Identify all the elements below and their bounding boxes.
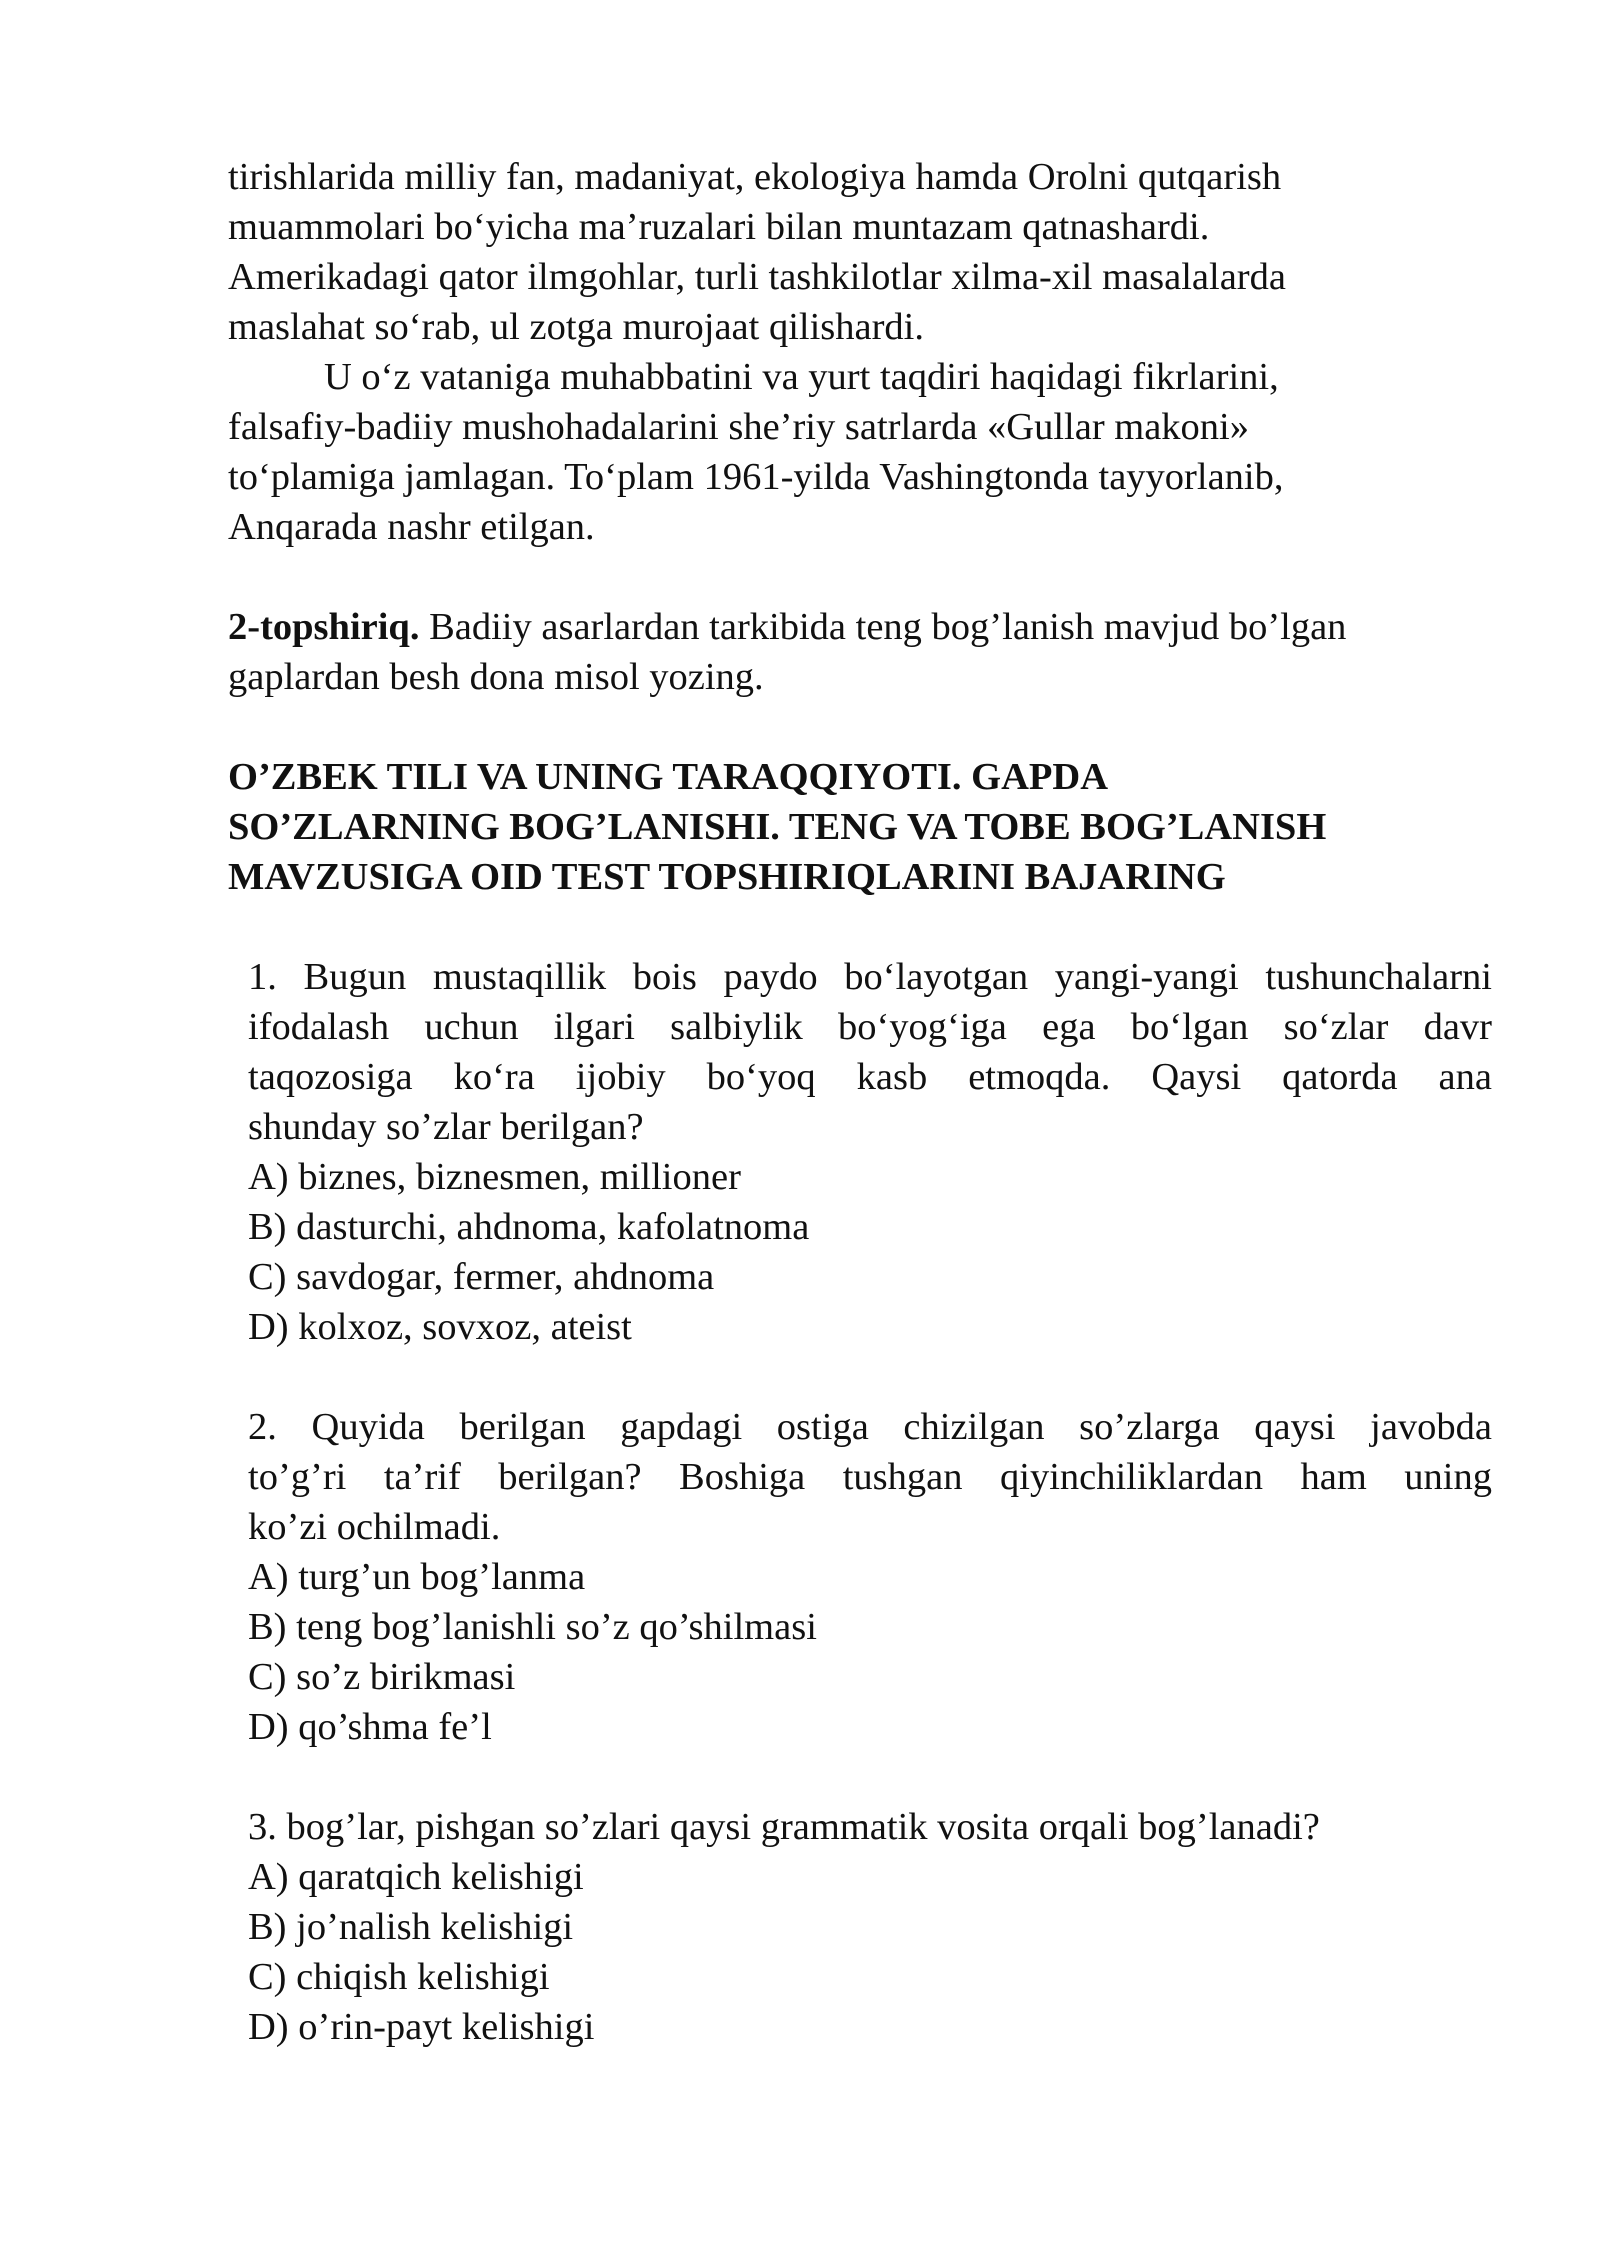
question-1 (248, 952, 1492, 1352)
spacer (248, 1352, 1492, 1402)
answer-option-a: A) turg’un bog’lanma (248, 1556, 586, 1598)
question-text-line: 3. bog’lar, pishgan so’zlari qaysi grammatik vosita orqali bog’lanadi? (248, 1806, 1320, 1848)
question-text-line: taqozosiga ko‘ra ijobiy bo‘yoq kasb etmoqda. Qaysi qatorda ana (248, 1056, 1492, 1098)
section-heading (228, 752, 1492, 902)
text-line: Anqarada nashr etilgan. (228, 506, 595, 548)
question-text-line: shunday so’zlar berilgan? (248, 1106, 644, 1148)
text-line: Amerikadagi qator ilmgohlar, turli tashkilotlar xilma-xil masalalarda (228, 256, 1286, 298)
task-2-label: 2-topshiriq. (228, 606, 420, 648)
spacer (228, 702, 1492, 752)
answer-option-a: A) qaratqich kelishigi (248, 1856, 584, 1898)
heading-line: SO’ZLARNING BOG’LANISHI. TENG VA TOBE BOG’LANISH (228, 806, 1327, 848)
answer-option-a: A) biznes, biznesmen, millioner (248, 1156, 741, 1198)
text-line: muammolari bo‘yicha ma’ruzalari bilan muntazam qatnashardi. (228, 206, 1210, 248)
answer-option-d: D) o’rin-payt kelishigi (248, 2006, 595, 2048)
answer-option-c: C) so’z birikmasi (248, 1656, 516, 1698)
question-text-line: ko’zi ochilmadi. (248, 1506, 501, 1548)
intro-paragraph-2 (228, 352, 1492, 552)
question-text-line: ifodalash uchun ilgari salbiylik bo‘yog‘iga ega bo‘lgan so‘zlar davr (248, 1006, 1492, 1048)
question-2 (248, 1402, 1492, 1752)
spacer (248, 1752, 1492, 1802)
answer-option-b: B) dasturchi, ahdnoma, kafolatnoma (248, 1206, 810, 1248)
spacer (228, 552, 1492, 602)
text-line: to‘plamiga jamlagan. To‘plam 1961-yilda Vashingtonda tayyorlanib, (228, 456, 1284, 498)
task-2-line-1 (228, 602, 1492, 652)
answer-option-d: D) kolxoz, sovxoz, ateist (248, 1306, 632, 1348)
answer-option-c: C) chiqish kelishigi (248, 1956, 550, 1998)
intro-paragraph-1 (228, 152, 1492, 352)
answer-option-b: B) teng bog’lanishli so’z qo’shilmasi (248, 1606, 817, 1648)
document-page (228, 152, 1492, 2052)
task-2-line-2: gaplardan besh dona misol yozing. (228, 656, 764, 698)
question-text-line: 2. Quyida berilgan gapdagi ostiga chizilgan so’zlarga qaysi javobda (248, 1406, 1492, 1448)
task-2-text: Badiiy asarlardan tarkibida teng bog’lanish mavjud bo’lgan (419, 606, 1347, 648)
answer-option-b: B) jo’nalish kelishigi (248, 1906, 574, 1948)
heading-line: MAVZUSIGA OID TEST TOPSHIRIQLARINI BAJARING (228, 856, 1226, 898)
spacer (228, 902, 1492, 952)
question-text-line: to’g’ri ta’rif berilgan? Boshiga tushgan qiyinchiliklardan ham uning (248, 1456, 1492, 1498)
answer-option-c: C) savdogar, fermer, ahdnoma (248, 1256, 715, 1298)
question-text-line: 1. Bugun mustaqillik bois paydo bo‘layotgan yangi-yangi tushunchalarni (248, 956, 1492, 998)
question-3 (248, 1802, 1492, 2052)
heading-line: O’ZBEK TILI VA UNING TARAQQIYOTI. GAPDA (228, 756, 1108, 798)
text-line: falsafiy-badiiy mushohadalarini she’riy satrlarda «Gullar makoni» (228, 406, 1250, 448)
answer-option-d: D) qo’shma fe’l (248, 1706, 492, 1748)
question-list (248, 952, 1492, 2052)
text-line: U o‘z vataniga muhabbatini va yurt taqdiri haqidagi fikrlarini, (324, 356, 1279, 398)
text-line: maslahat so‘rab, ul zotga murojaat qilishardi. (228, 306, 925, 348)
task-2 (228, 602, 1492, 702)
text-line: tirishlarida milliy fan, madaniyat, ekologiya hamda Orolni qutqarish (228, 156, 1282, 198)
